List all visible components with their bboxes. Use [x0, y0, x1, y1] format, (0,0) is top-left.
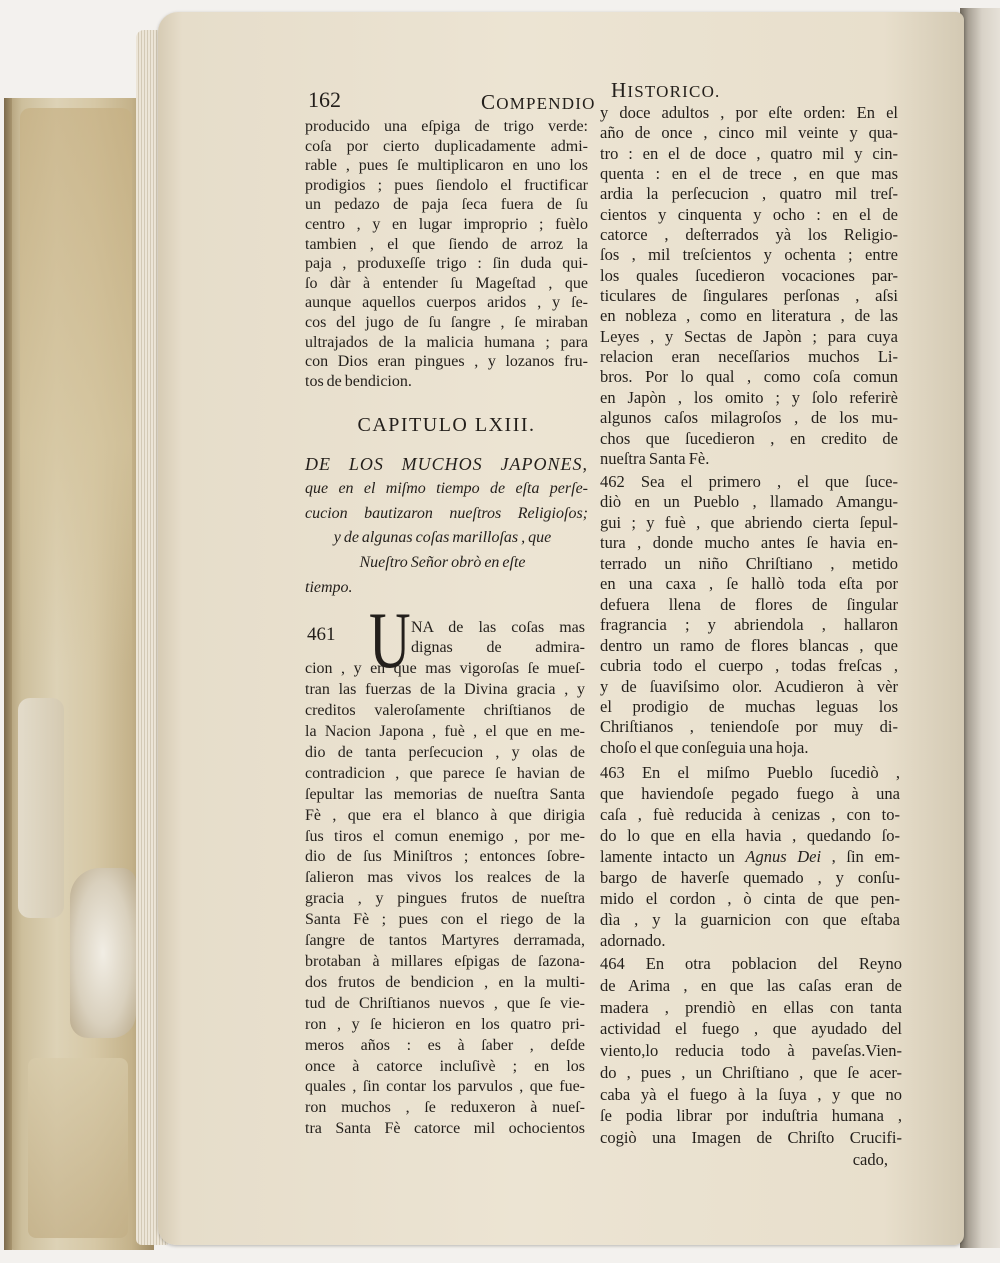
text-line: ſus tiros el comun enemigo , por me- [305, 827, 585, 845]
text-line: brotaban à millares eſpigas de ſazona- [305, 953, 585, 970]
text-line: ſepultar las memorias de nueſtra Santa [305, 785, 585, 803]
text-line: ticulares de ſingulares perſonas , aſsi [600, 286, 898, 306]
text-line [600, 846, 900, 867]
paragraph-462 [600, 472, 898, 758]
text-line: catorce , deſterrados yà los Religio- [600, 225, 898, 245]
text-line: tro : en el de doce , quatro mil y cin- [600, 143, 898, 163]
running-head-right: HISTORICO. [611, 78, 721, 102]
text-line: caba yà el fuego à la ſuya , y que no [600, 1084, 902, 1104]
text-line: ron , y ſe hicieron en los quatro pri- [305, 1015, 585, 1033]
italic-phrase: Agnus Dei [745, 846, 822, 866]
text-line: tura , donde mucho antes ſe havia en- [600, 533, 898, 553]
text-line: once à catorce incluſivè ; en los [305, 1057, 585, 1075]
text-line: tambien , el que ſiendo de arroz la [305, 235, 588, 253]
text-line: tud de Chriſtianos nuevos , que ſe vie- [305, 994, 585, 1012]
text-line: 462 Sea el primero , el que ſuce- [600, 472, 898, 491]
text-line: ſo dàr à entender ſu Mageſtad , que [305, 274, 588, 292]
text-line: nueſtra Santa Fè. [600, 448, 710, 468]
text-line: centro , y en lugar improprio ; fuèlo [305, 215, 588, 233]
text-line: NA de las coſas mas [411, 618, 585, 636]
text-line: actividad el fuego , que ayudado del [600, 1019, 902, 1039]
text-line: ardia la perſecucion , quatro mil treſ- [600, 184, 898, 204]
chapter-summary [305, 452, 588, 601]
text-line: cubria todo el cuerpo , todas freſcas , [600, 656, 898, 676]
text-line: bros. Por lo qual , como coſa comun [600, 367, 898, 387]
text-line: coſa por cierto duplicadamente admi- [305, 137, 588, 155]
text-line: prodigios ; pues ſiendolo el fructificar [305, 176, 588, 194]
text-line: con Dios eran pingues , y lozanos fru- [305, 353, 588, 371]
text-line: el prodigio de muchas leguas los [600, 696, 898, 716]
text-line: Nueſtro Señor obrò en eſte [359, 554, 526, 572]
text-segment: , ſin em- [821, 846, 901, 866]
text-line: paja , produxeſſe trigo : ſin duda qui- [305, 255, 588, 273]
text-line: de Arima , en que las caſas eran de [600, 975, 902, 995]
text-line: diò en un Pueblo , llamado Amangu- [600, 492, 898, 512]
text-line: do lo que en ella havia , quedando ſo- [600, 825, 900, 845]
text-line: aunque aquellos cuerpos aridos , y ſe- [305, 294, 588, 312]
text-line: madera , prendiò en ellas con tanta [600, 997, 902, 1017]
text-line: Fè , que era el blanco à que dirigia [305, 806, 585, 824]
text-line: producido una eſpiga de trigo verde: [305, 118, 588, 135]
text-segment: lamente intacto un [600, 846, 746, 866]
text-line: gracia , y pingues frutos de nueſtra [305, 890, 585, 908]
continued-paragraph-left [305, 117, 588, 391]
text-line: DE LOS MUCHOS JAPONES, [305, 454, 588, 474]
chapter-title: CAPITULO LXIII. [357, 414, 536, 436]
text-line: algunos caſos milagroſos , de los mu- [600, 408, 898, 428]
text-line: ſos , mil treſcientos y ochenta ; entre [600, 245, 898, 265]
paragraph-463 [600, 762, 900, 952]
text-line: ſangre de tantos Martyres derramada, [305, 932, 585, 950]
paragraph-464 [600, 953, 902, 1149]
text-line: meros años : es à ſaber , deſde [305, 1036, 585, 1054]
text-line: tran las fuerzas de la Divina gracia , y [305, 681, 585, 699]
text-line: ſalieron mas vivos los realces de la [305, 869, 585, 887]
text-line: do , pues , un Chriſtiano , que ſe acer- [600, 1062, 902, 1082]
text-line: cos del jugo de ſu ſangre , ſe miraban [305, 313, 588, 331]
text-line: rable , pues ſe multiplicaron en uno los [305, 157, 588, 175]
text-line: cientos y cinquenta y ocho : en el de [600, 204, 898, 224]
text-line: cion , y en que mas vigoroſas ſe mueſ- [305, 660, 585, 678]
text-line: creditos valeroſamente chriſtianos de [305, 702, 585, 720]
text-line: mido el cordon , ò cinta de que pen- [600, 889, 900, 909]
text-line: en una caxa , ſe hallò toda eſta por [600, 574, 898, 594]
text-line: Leyes , y Sectas de Japòn ; para cuya [600, 326, 898, 346]
text-line: en nobleza , como en literatura , de las [600, 306, 898, 326]
text-line: dio de ſus Miniſtros ; entonces ſobre- [305, 848, 585, 866]
text-line: tiempo. [305, 578, 353, 596]
text-line: bargo de haverſe quemado , y conſu- [600, 867, 900, 887]
text-line: ultrajados de la malicia humana ; para [305, 333, 588, 351]
text-line: tos de bendicion. [305, 372, 412, 390]
page-number: 162 [308, 87, 341, 112]
text-line: dignas de admira- [411, 639, 585, 657]
text-line: y doce adultos , por eſte orden: En el [600, 103, 898, 122]
text-line: año de once , cinco mil veinte y qua- [600, 123, 898, 143]
text-line: contradicion , que parece ſe havian de [305, 764, 585, 782]
text-line: quales , ſin contar los parvulos , que fue- [305, 1078, 585, 1096]
text-line: adornado. [600, 931, 666, 951]
text-line: dentro un ramo de flores blancas , que [600, 635, 898, 655]
text-line: y de algunas coſas marilloſas , que [333, 529, 552, 547]
text-line: terrado un niño Chriſtiano , metido [600, 553, 898, 573]
text-line: un pedazo de paja ſeca fuera de ſu [305, 196, 588, 214]
text-line: ſe podia librar por induſtria humana , [600, 1106, 902, 1126]
text-line: cucion bautizaron nueſtros Religioſos; [305, 504, 588, 522]
text-line: en Japòn , los omito ; y ſolo referirè [600, 387, 898, 407]
text-line: dio de tanta perſecucion , y olas de [305, 743, 585, 761]
text-line: dìa , y la guarnicion con que eſtaba [600, 910, 900, 930]
text-line: choſo el que conſeguia una hoja. [600, 737, 809, 757]
text-line: quenta : en el de trece , en que mas [600, 164, 898, 184]
text-line: ron muchos , ſe reduxeron à nueſ- [305, 1099, 585, 1117]
text-line: fragrancia ; y abriendola , hallaron [600, 615, 898, 635]
text-line: que en el miſmo tiempo de eſta perſe- [305, 479, 588, 497]
drop-cap: U [369, 597, 411, 685]
paragraph-461 [305, 618, 585, 1141]
text-line: cogiò una Imagen de Chriſto Crucifi- [600, 1128, 902, 1147]
text-line: chos que ſucedieron , en credito de [600, 428, 898, 448]
text-line: defuera llena de flores de ſingular [600, 594, 898, 614]
text-line: viento,lo reducia todo à paveſas.Vien- [600, 1041, 902, 1060]
text-line: relacion eran neceſſarios muchos Li- [600, 347, 898, 367]
text-line: caſa , fuè reducida à cenizas , con to- [600, 804, 900, 824]
text-line: 463 En el miſmo Pueblo ſucediò , [600, 762, 900, 782]
text-line: gui ; y fuè , que abriendo cierta ſepul- [600, 512, 898, 532]
text-line: tra Santa Fè catorce mil ochocientos [305, 1120, 585, 1138]
text-line: 464 En otra poblacion del Reyno [600, 954, 902, 973]
text-line: la Nacion Japona , fuè , el que en me- [305, 723, 585, 741]
text-line: y de ſuaviſsimo olor. Acudieron à vèr [600, 676, 898, 696]
text-line: que haviendoſe pegado fuego à una [600, 783, 900, 803]
running-head-left: COMPENDIO [481, 90, 596, 114]
text-line: Santa Fè ; pues con el riego de la [305, 911, 585, 929]
text-line: Chriſtianos , teniendoſe por muy di- [600, 717, 898, 737]
text-line: dos frutos de bendicion , en la multi- [305, 973, 585, 991]
text-line: los quales ſucedieron vocaciones par- [600, 265, 898, 285]
catchword: cado, [852, 1150, 888, 1169]
continued-paragraph-right [600, 103, 898, 469]
paragraph-number: 461 [307, 624, 336, 645]
